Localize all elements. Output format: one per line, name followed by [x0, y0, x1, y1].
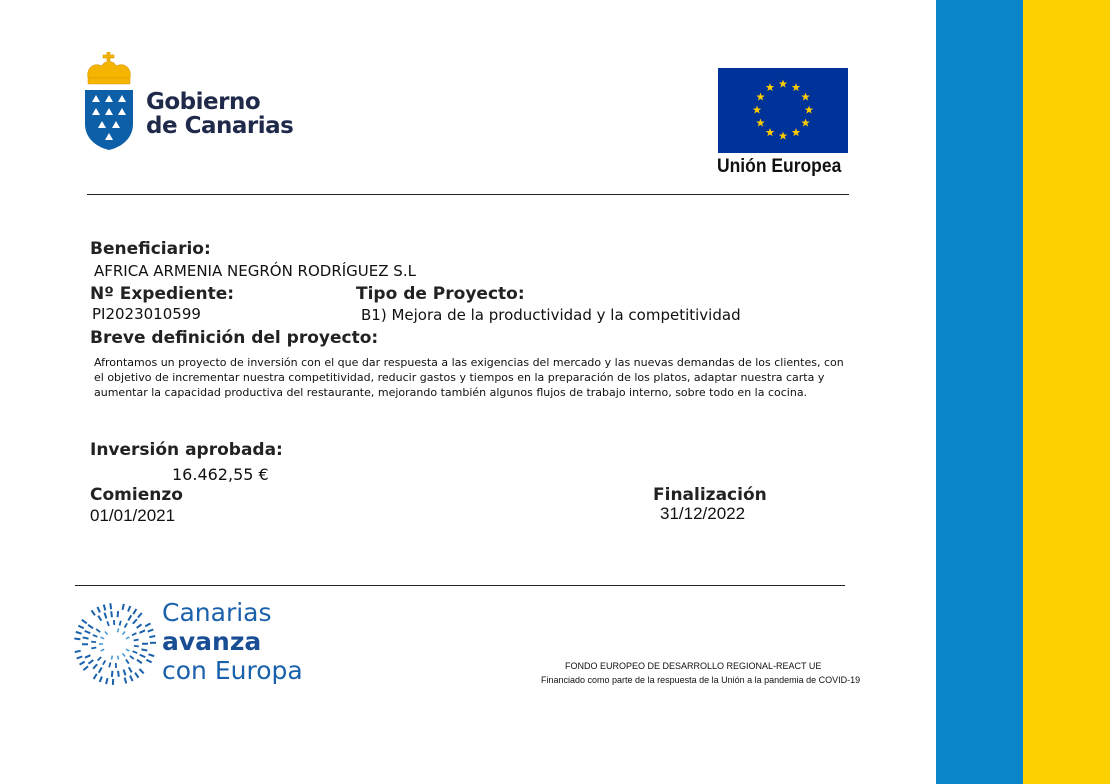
sunburst-ray [139, 669, 143, 673]
avanza-word: avanza [162, 627, 262, 656]
definicion-label: Breve definición del proyecto: [90, 328, 379, 348]
sunburst-ray [96, 629, 100, 632]
sunburst-ray [132, 633, 136, 635]
side-stripe-blue [936, 0, 1023, 784]
sunburst-ray [128, 606, 130, 612]
sunburst-ray [130, 676, 133, 681]
comienzo-value: 01/01/2021 [90, 506, 176, 525]
sunburst-ray [148, 654, 154, 656]
sunburst-ray [101, 637, 105, 639]
sunburst-ray [125, 623, 128, 627]
sunburst-ray [138, 613, 142, 618]
sunburst-ray [135, 673, 138, 678]
sunburst-ray [76, 632, 82, 634]
sunburst-ray [91, 648, 96, 649]
sunburst-ray [109, 662, 110, 667]
sunburst-ray [82, 620, 87, 624]
eu-flag-icon [718, 68, 848, 153]
sunburst-ray [124, 670, 126, 676]
sunburst-ray [103, 660, 106, 664]
sunburst-ray [120, 621, 121, 626]
sunburst-ray [80, 662, 85, 665]
sunburst-ray [137, 624, 142, 628]
gobierno-line2: de Canarias [146, 113, 294, 139]
sunburst-ray [141, 649, 147, 650]
sunburst-ray [98, 616, 101, 621]
sunburst-ray [126, 637, 130, 639]
expediente-value: PI2023010599 [92, 305, 201, 323]
top-divider [87, 194, 849, 195]
sunburst-ray [105, 613, 107, 619]
inversion-value: 16.462,55 € [172, 465, 269, 484]
sunburst-ray [122, 653, 125, 656]
sunburst-ray [140, 630, 145, 633]
sunburst-ray [101, 649, 105, 651]
sunburst-ray [134, 646, 139, 647]
sunburst-ray [104, 605, 106, 611]
sunburst-ray [97, 607, 100, 612]
canarias-word: Canarias [162, 598, 272, 627]
sunburst-ray [75, 651, 81, 652]
beneficiario-value: AFRICA ARMENIA NEGRÓN RODRÍGUEZ S.L [94, 262, 416, 280]
canarias-avanza-wordmark [162, 598, 303, 685]
sunburst-ray [93, 664, 97, 669]
sunburst-ray [123, 604, 124, 610]
sunburst-ray [111, 656, 112, 660]
gobierno-line1: Gobierno [146, 89, 261, 115]
sunburst-ray [118, 671, 119, 677]
sunburst-ray [148, 630, 154, 632]
sunburst-ray [85, 655, 90, 658]
sunburst-ray [78, 626, 83, 629]
sunburst-ray [83, 637, 89, 638]
sunburst-ray [134, 640, 139, 641]
sunburst-ray [99, 668, 102, 673]
sunburst-ray [83, 666, 88, 670]
canarias-avanza-sunburst-icon [72, 600, 158, 688]
sunburst-ray [112, 671, 113, 677]
gobierno-canarias-wordmark [146, 90, 293, 138]
sunburst-ray [130, 656, 134, 659]
sunburst-ray [146, 660, 151, 663]
definicion-value: Afrontamos un proyecto de inversión con el que dar respuesta a las exigencias del mercado y las nuevas demandas de los clientes, con el objetivo de incrementar nuestra competitividad, reducir gastos y tiempos en la preparación de los platos, adaptar nuestra carta y aumentar la capacidad productiva del restaurante, mejorando también algunos flujos de trabajo interno, sobre todo en la cocina. [94, 356, 844, 399]
sunburst-ray [126, 660, 129, 664]
sunburst-ray [92, 610, 95, 615]
con-europa-word: con Europa [162, 656, 303, 685]
comienzo-label: Comienzo [90, 485, 183, 505]
sunburst-ray [126, 649, 130, 651]
sunburst-ray [133, 619, 137, 624]
finalizacion-value: 31/12/2022 [660, 504, 746, 523]
sunburst-ray [77, 656, 83, 658]
sunburst-ray [122, 631, 125, 634]
sunburst-ray [118, 656, 119, 660]
sunburst-ray [118, 611, 119, 617]
sunburst-ray [133, 609, 136, 614]
financiado-text: Financiado como parte de la respuesta de la Unión a la pandemia de COVID-19 [541, 675, 861, 685]
finalizacion-label: Finalización [653, 485, 767, 505]
fondo-europeo-text: FONDO EUROPEO DE DESARROLLO REGIONAL-REACT UE [565, 661, 822, 671]
sunburst-ray [140, 655, 146, 657]
side-stripe-yellow [1023, 0, 1110, 784]
beneficiario-label: Beneficiario: [90, 239, 211, 259]
sunburst-ray [137, 660, 142, 663]
sunburst-ray [100, 676, 102, 682]
sunburst-ray [133, 651, 138, 653]
sunburst-ray [74, 639, 80, 640]
inversion-label: Inversión aprobada: [90, 440, 283, 460]
sunburst-ray [149, 636, 155, 637]
sunburst-ray [106, 678, 107, 684]
sunburst-ray [111, 611, 112, 617]
sunburst-ray [98, 657, 102, 660]
sunburst-ray [118, 628, 119, 632]
sunburst-ray [145, 623, 150, 626]
bottom-divider [75, 585, 845, 586]
expediente-label: Nº Expediente: [90, 284, 235, 304]
sunburst-ray [85, 631, 91, 633]
sunburst-ray [128, 615, 131, 620]
sunburst-ray [94, 674, 97, 679]
tipo-proyecto-label: Tipo de Proyecto: [356, 284, 525, 304]
tipo-proyecto-value: B1) Mejora de la productividad y la competitividad [361, 306, 741, 324]
sunburst-ray [125, 678, 127, 684]
sunburst-ray [129, 667, 132, 672]
sunburst-ray [105, 631, 108, 634]
sunburst-ray [88, 625, 93, 628]
sunburst-ray [91, 642, 96, 643]
sunburst-ray [107, 621, 109, 626]
sunburst-ray [93, 635, 98, 637]
sunburst-ray [110, 603, 111, 609]
sunburst-ray [88, 660, 93, 664]
union-europea-label: Unión Europea [717, 156, 842, 177]
